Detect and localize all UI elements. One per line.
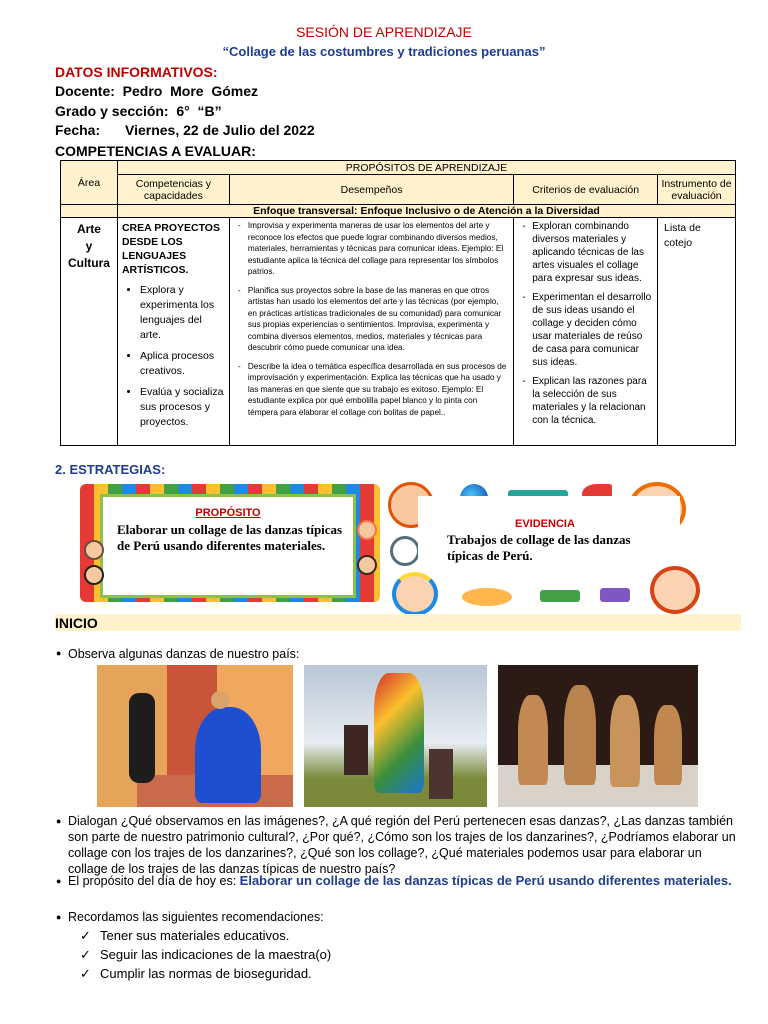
criterio-item: - Explican las razones para la selección de sus materiales y la relacionan con la técnica. — [532, 375, 653, 427]
propositos-header: PROPÓSITOS DE APRENDIZAJE — [117, 161, 735, 175]
enfoque-transversal-row: Enfoque transversal: Enfoque Inclusivo o de Atención a la Diversidad — [117, 205, 735, 218]
desempeno-item: - Describe la idea o temática específica desarrollada en sus procesos de improvisación y experimentación. Explica las técnicas que ha usado y las maneras en que siente que su trabajo es exitoso. Ejemplo: El estudiante explica por qué embolilla papel blanco y lo pinta con témpera para elaborar el collage con bolitas de papel.. — [248, 361, 509, 419]
observa-text: Observa algunas danzas de nuestro país: — [68, 647, 300, 661]
amazon-dance-photo — [498, 665, 698, 807]
desempenos-cell — [229, 218, 513, 446]
area-line: y — [85, 239, 93, 253]
area-cell — [61, 218, 118, 446]
grado-line: Grado y sección: 6° “B” — [55, 103, 222, 119]
child-face-icon — [357, 520, 377, 540]
fecha-label: Fecha: — [55, 122, 101, 138]
desempeno-item: - Planifica sus proyectos sobre la base de las maneras en que otros artistas han usado los elementos del arte y las técnicas (por ejemplo, en prácticas artísticas tradicionales de su comunidad) para comunicar sus propias experiencias o sentimientos. Improvisa, experimenta y combina diversos elementos, medios, materiales y técnicas para descubrir cómo puede comunicar una idea. — [248, 285, 509, 354]
child-face-icon — [392, 572, 438, 616]
checkmark-icon: ✓ — [80, 947, 91, 962]
competencias-cell — [117, 218, 229, 446]
pencil-icon — [600, 588, 630, 602]
child-face-icon — [650, 566, 700, 614]
competencia-title: CREA PROYECTOS DESDE LOS LENGUAJES ARTÍSTICOS. — [121, 222, 220, 276]
proposito-intro: El propósito del día de hoy es: — [68, 874, 237, 888]
criterio-item: - Exploran combinando diversos materiales y aplicando técnicas de las artes visuales el collage para expresar sus ideas. — [532, 220, 653, 285]
capacidad-item: • Evalúa y socializa sus procesos y proyectos. — [140, 385, 225, 430]
evidencia-label: EVIDENCIA — [515, 518, 575, 530]
criterios-cell — [514, 218, 658, 446]
col-criterios-header: Criterios de evaluación — [514, 175, 658, 205]
propositos-table — [60, 160, 736, 446]
datos-informativos-heading: DATOS INFORMATIVOS: — [55, 64, 218, 80]
recomendacion-item: ✓ Seguir las indicaciones de la maestra(o) — [80, 947, 332, 962]
col-instrumento-header: Instrumento de evaluación — [658, 175, 736, 205]
instrumento-cell: Lista de cotejo — [658, 218, 736, 446]
inicio-bar — [55, 614, 741, 631]
scissors-dance-photo — [304, 665, 487, 807]
crayon-icon — [540, 590, 580, 602]
recordamos-text: Recordamos las siguientes recomendaciones: — [68, 910, 324, 924]
area-line: Arte — [76, 222, 101, 236]
inicio-heading: INICIO — [55, 615, 98, 631]
marinera-dance-photo — [97, 665, 293, 807]
dialogan-text: Dialogan ¿Qué observamos en las imágenes?, ¿A qué región del Perú pertenecen esas danzas?, ¿Las danzas también son parte de nuestro patrimonio cultural?, ¿Por qué?, ¿Cómo son los trajes de los danzarines?, ¿Podríamos elaborar un collage con los trajes de los danzarines?, ¿Qué son los collage?, ¿Qué materiales podemos usar para elaborar un collage de los trajes de las danzas típicas de nuestro país? — [68, 814, 736, 876]
docente-line: Docente: Pedro More Gómez — [55, 83, 259, 99]
capacidad-item: • Explora y experimenta los lenguajes del arte. — [140, 283, 225, 343]
estrategias-heading: 2. ESTRATEGIAS: — [55, 462, 166, 477]
col-area-header: Área — [61, 161, 118, 205]
criterio-item: - Experimentan el desarrollo de sus ideas usando el collage y deciden cómo usar materiales de reúso de casa para comunicar sus ideas. — [532, 291, 653, 369]
magnifier-icon — [390, 536, 420, 566]
checkmark-icon: ✓ — [80, 966, 91, 981]
child-face-icon — [84, 565, 104, 585]
session-title: SESIÓN DE APRENDIZAJE — [296, 24, 472, 40]
child-face-icon — [357, 555, 377, 575]
col-competencias-header: Competencias y capacidades — [117, 175, 229, 205]
competencias-heading: COMPETENCIAS A EVALUAR: — [55, 143, 256, 159]
col-desempenos-header: Desempeños — [229, 175, 513, 205]
desempeno-item: - Improvisa y experimenta maneras de usar los elementos del arte y reconoce los efectos que puede lograr combinando diversos medios, materiales, herramientas y técnicas para comunicar ideas. Ejemplo: El estudiante aplica la técnica del collage para representar los símbolos patrios. — [248, 220, 509, 278]
recomendacion-item: ✓ Tener sus materiales educativos. — [80, 928, 290, 943]
session-subtitle: “Collage de las costumbres y tradiciones peruanas” — [222, 44, 546, 59]
proposito-bold: Elaborar un collage de las danzas típicas de Perú usando diferentes materiales. — [239, 873, 732, 888]
checkmark-icon: ✓ — [80, 928, 91, 943]
palette-icon — [462, 588, 512, 606]
evidencia-text: Trabajos de collage de las danzas típicas de Perú. — [447, 532, 631, 563]
area-line: Cultura — [67, 256, 110, 270]
capacidad-item: • Aplica procesos creativos. — [140, 349, 225, 379]
fecha-value: Viernes, 22 de Julio del 2022 — [125, 122, 315, 138]
child-face-icon — [84, 540, 104, 560]
proposito-text: Elaborar un collage de las danzas típicas de Perú usando diferentes materiales. — [117, 522, 343, 553]
proposito-label: PROPÓSITO — [195, 507, 261, 519]
proposito-line — [68, 873, 738, 889]
recomendacion-item: ✓ Cumplir las normas de bioseguridad. — [80, 966, 312, 981]
